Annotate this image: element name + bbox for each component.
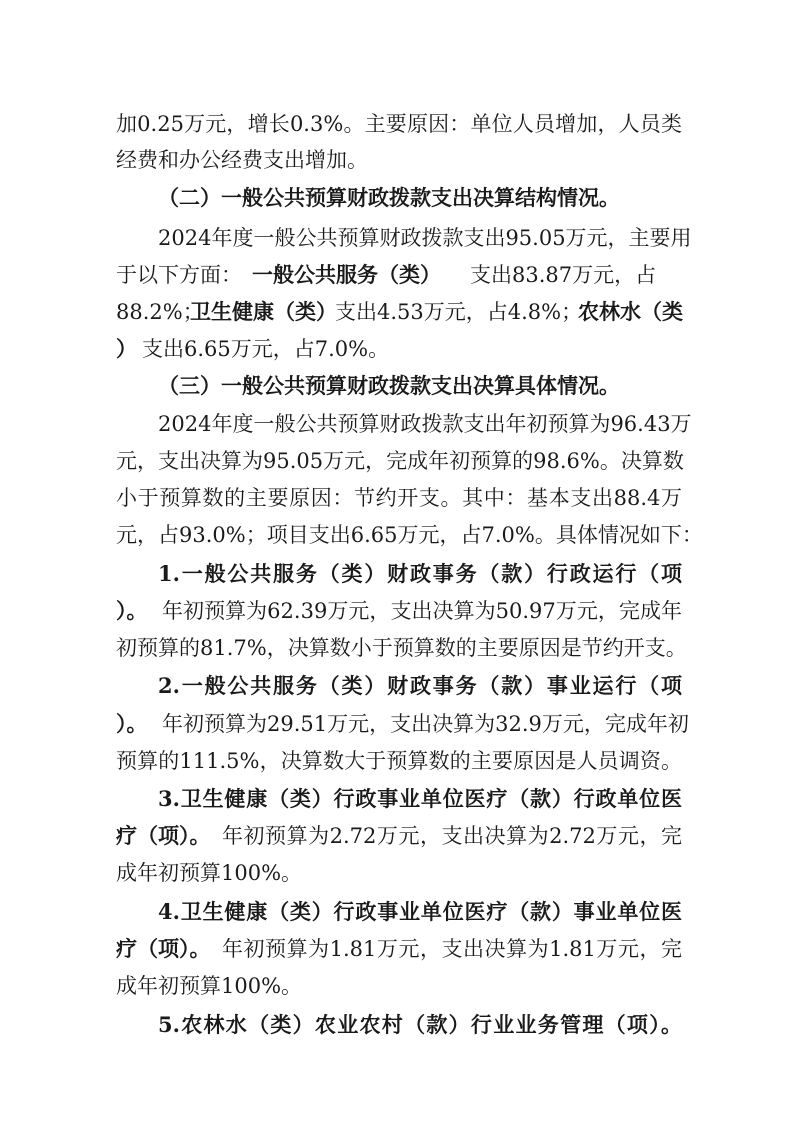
section-heading bbox=[0, 180, 793, 216]
text-span: 经费和办公经费支出增加。 bbox=[116, 148, 368, 172]
bold-category: 卫生健康（类） bbox=[190, 299, 337, 324]
bold-category: 农林水（类 bbox=[578, 299, 683, 324]
item-heading bbox=[0, 781, 793, 817]
text-span: 加0.25万元，增长0.3%。主要原因：单位人员增加，人员类 bbox=[116, 112, 682, 136]
item-title-end: 疗（项）。 bbox=[116, 823, 211, 848]
item-title-end: 疗（项）。 bbox=[116, 936, 211, 961]
item-title: 1.一般公共服务（类）财政事务（款）行政运行（项 bbox=[158, 561, 682, 586]
paragraph-line bbox=[0, 443, 793, 479]
item-title-end: ）。 bbox=[116, 711, 148, 736]
paragraph-line bbox=[0, 818, 793, 854]
section-heading bbox=[0, 368, 793, 404]
paragraph-line bbox=[0, 142, 793, 178]
text-span: 元，支出决算为95.05万元，完成年初预算的98.6%。决算数 bbox=[116, 449, 684, 473]
text-span: 支出83.87万元，占 bbox=[470, 263, 657, 287]
paragraph-line bbox=[0, 968, 793, 1004]
text-span: 年初预算为62.39万元，支出决算为50.97万元，完成年 bbox=[162, 599, 682, 623]
text-span: 成年初预算100%。 bbox=[116, 861, 303, 885]
text-span: 成年初预算100%。 bbox=[116, 974, 303, 998]
paragraph-line bbox=[0, 106, 793, 142]
paragraph-line bbox=[0, 593, 793, 629]
item-title: 2.一般公共服务（类）财政事务（款）事业运行（项 bbox=[158, 673, 682, 698]
text-span: 预算的111.5%，决算数大于预算数的主要原因是人员调资。 bbox=[116, 749, 682, 773]
text-span: 元，占93.0%；项目支出6.65万元，占7.0%。具体情况如下： bbox=[116, 523, 703, 547]
text-span: 支出4.53万元，占4.8%； bbox=[335, 300, 583, 324]
paragraph-line bbox=[0, 855, 793, 891]
paragraph-line bbox=[0, 743, 793, 779]
paragraph-line bbox=[0, 220, 793, 256]
heading-text: （三）一般公共预算财政拨款支出决算具体情况。 bbox=[158, 373, 620, 398]
item-heading bbox=[0, 556, 793, 592]
paragraph-line bbox=[0, 406, 793, 442]
paragraph-line bbox=[0, 706, 793, 742]
text-span: 年初预算为1.81万元，支出决算为1.81万元，完 bbox=[222, 937, 682, 961]
item-title: 3.卫生健康（类）行政事业单位医疗（款）行政单位医 bbox=[158, 786, 682, 811]
paragraph-line bbox=[0, 480, 793, 516]
item-title: 5.农林水（类）农业农村（款）行业业务管理（项）。 bbox=[158, 1012, 682, 1037]
text-span: 年初预算为29.51万元，支出决算为32.9万元，完成年初 bbox=[162, 712, 689, 736]
paragraph-line bbox=[0, 294, 793, 330]
text-span: 2024年度一般公共预算财政拨款支出95.05万元，主要用 bbox=[158, 226, 692, 250]
item-heading bbox=[0, 668, 793, 704]
bold-category: ） bbox=[116, 336, 137, 361]
text-span: 88.2%； bbox=[116, 300, 204, 324]
text-span: 2024年度一般公共预算财政拨款支出年初预算为96.43万 bbox=[158, 412, 692, 436]
paragraph-line bbox=[0, 517, 793, 553]
item-title-end: ）。 bbox=[116, 598, 148, 623]
item-heading bbox=[0, 894, 793, 930]
paragraph-line bbox=[0, 331, 793, 367]
text-span: 于以下方面： bbox=[116, 263, 242, 287]
item-title: 4.卫生健康（类）行政事业单位医疗（款）事业单位医 bbox=[158, 899, 682, 924]
bold-category: 一般公共服务（类） bbox=[252, 262, 441, 287]
paragraph-line bbox=[0, 931, 793, 967]
paragraph-line bbox=[0, 257, 793, 293]
heading-text: （二）一般公共预算财政拨款支出决算结构情况。 bbox=[158, 185, 620, 210]
text-span: 小于预算数的主要原因：节约开支。其中：基本支出88.4万 bbox=[116, 486, 682, 510]
text-span: 年初预算为2.72万元，支出决算为2.72万元，完 bbox=[222, 824, 682, 848]
text-span: 初预算的81.7%，决算数小于预算数的主要原因是节约开支。 bbox=[116, 636, 687, 660]
item-heading bbox=[0, 1007, 793, 1043]
paragraph-line bbox=[0, 630, 793, 666]
text-span: 支出6.65万元，占7.0%。 bbox=[142, 337, 390, 361]
